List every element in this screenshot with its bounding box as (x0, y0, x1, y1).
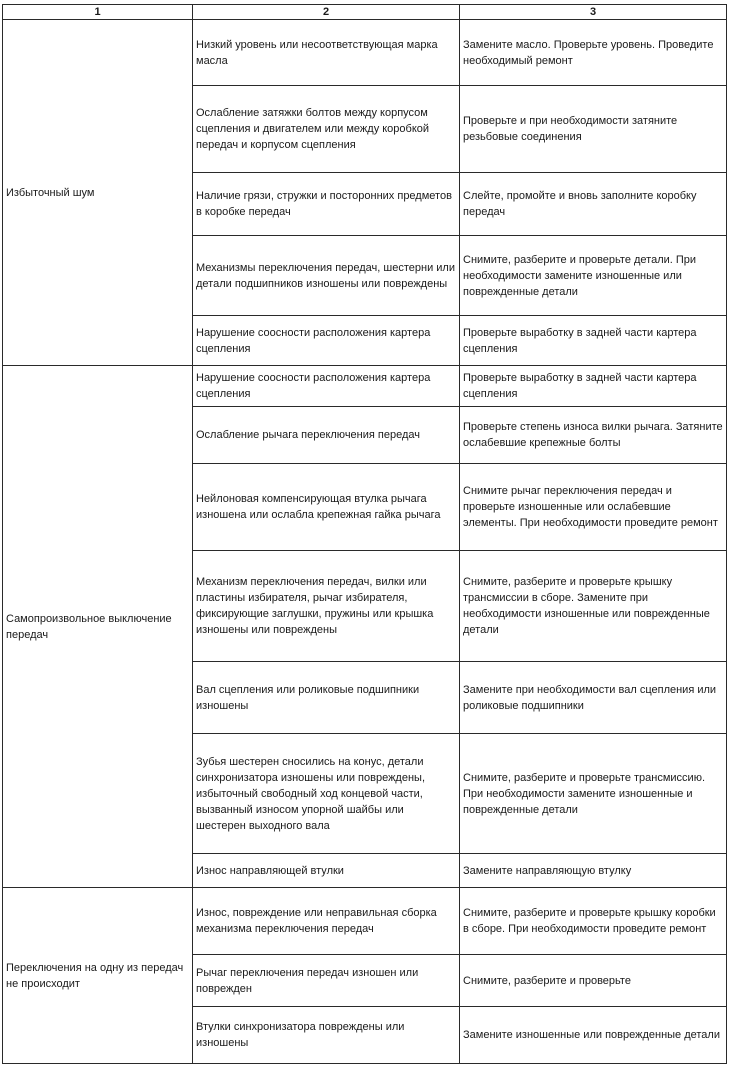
header-col-1: 1 (3, 5, 193, 20)
remedy-cell: Замените направляющую втулку (460, 854, 727, 888)
remedy-cell: Замените изношенные или поврежденные детали (460, 1007, 727, 1064)
remedy-cell: Снимите, разберите и проверьте (460, 955, 727, 1007)
remedy-cell: Снимите, разберите и проверьте крышку трансмиссии в сборе. Замените при необходимости изношенные или поврежденные детали (460, 551, 727, 662)
cause-cell: Нарушение соосности расположения картера сцепления (193, 316, 460, 366)
cause-cell: Ослабление затяжки болтов между корпусом сцепления и двигателем или между коробкой передач и корпусом сцепления (193, 86, 460, 173)
remedy-cell: Замените масло. Проверьте уровень. Проведите необходимый ремонт (460, 20, 727, 86)
table-row (3, 20, 727, 86)
cause-cell: Зубья шестерен сносились на конус, детали синхронизатора изношены или повреждены, избыточный свободный ход концевой части, вызванный износом упорной шайбы или шестерен выходного вала (193, 734, 460, 854)
table-row (3, 366, 727, 407)
header-row (3, 5, 727, 20)
cause-cell: Механизмы переключения передач, шестерни или детали подшипников изношены или повреждены (193, 236, 460, 316)
cause-cell: Вал сцепления или роликовые подшипники изношены (193, 662, 460, 734)
remedy-cell: Проверьте выработку в задней части картера сцепления (460, 366, 727, 407)
remedy-cell: Замените при необходимости вал сцепления или роликовые подшипники (460, 662, 727, 734)
symptom-cell: Переключения на одну из передач не происходит (3, 888, 193, 1064)
symptom-cell: Избыточный шум (3, 20, 193, 366)
cause-cell: Наличие грязи, стружки и посторонних предметов в коробке передач (193, 173, 460, 236)
troubleshooting-table (2, 4, 727, 1064)
header-col-3: 3 (460, 5, 727, 20)
cause-cell: Износ направляющей втулки (193, 854, 460, 888)
remedy-cell: Проверьте и при необходимости затяните резьбовые соединения (460, 86, 727, 173)
remedy-cell: Снимите рычаг переключения передач и проверьте изношенные или ослабевшие элементы. При необходимости проведите ремонт (460, 464, 727, 551)
cause-cell: Нейлоновая компенсирующая втулка рычага изношена или ослабла крепежная гайка рычага (193, 464, 460, 551)
remedy-cell: Проверьте степень износа вилки рычага. Затяните ослабевшие крепежные болты (460, 407, 727, 464)
cause-cell: Нарушение соосности расположения картера сцепления (193, 366, 460, 407)
remedy-cell: Проверьте выработку в задней части картера сцепления (460, 316, 727, 366)
cause-cell: Механизм переключения передач, вилки или пластины избирателя, рычаг избирателя, фиксирующие заглушки, пружины или крышка изношены или повреждены (193, 551, 460, 662)
remedy-cell: Снимите, разберите и проверьте детали. При необходимости замените изношенные или поврежденные детали (460, 236, 727, 316)
cause-cell: Низкий уровень или несоответствующая марка масла (193, 20, 460, 86)
cause-cell: Втулки синхронизатора повреждены или изношены (193, 1007, 460, 1064)
header-col-2: 2 (193, 5, 460, 20)
cause-cell: Ослабление рычага переключения передач (193, 407, 460, 464)
table-row (3, 888, 727, 955)
remedy-cell: Слейте, промойте и вновь заполните коробку передач (460, 173, 727, 236)
cause-cell: Рычаг переключения передач изношен или поврежден (193, 955, 460, 1007)
cause-cell: Износ, повреждение или неправильная сборка механизма переключения передач (193, 888, 460, 955)
symptom-cell: Самопроизвольное выключение передач (3, 366, 193, 888)
remedy-cell: Снимите, разберите и проверьте трансмиссию. При необходимости замените изношенные и поврежденные детали (460, 734, 727, 854)
remedy-cell: Снимите, разберите и проверьте крышку коробки в сборе. При необходимости проведите ремонт (460, 888, 727, 955)
